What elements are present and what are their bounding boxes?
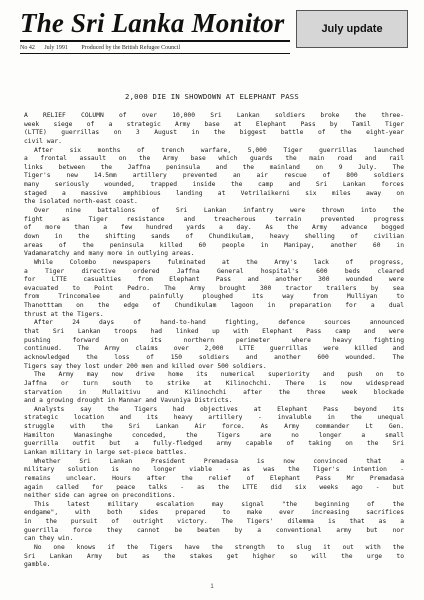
article-line: a Tiger directive ordered Jaffna General hospital's 600 beds cleared [24, 267, 404, 275]
article-line: Sri Lankan Army but as the stakes get higher so will the urge to [24, 552, 404, 560]
article-line: gamble. [24, 561, 51, 569]
article-line: thrust at the Tigers. [24, 310, 104, 318]
article-line: civil war. [24, 137, 62, 145]
article-line: starvation in Mullaitivu and Kilinochchi after the three week blockade [24, 388, 404, 396]
producer-credit: Produced by the British Refugee Council [81, 45, 181, 51]
article-line: Whether Sri Lankan President Premadasa is now convinced that a [34, 457, 404, 465]
article-line: evacuated to Point Pedro. The Army brought 300 tractor trailers by sea [24, 284, 404, 292]
article-line: from Trincomalee and painfully ploughed its way from Mulliyan to [24, 293, 404, 301]
article-line: and a growing drought in Mannar and Vavuniya Districts. [24, 397, 233, 405]
article-line: the isolated north-east coast. [24, 198, 138, 206]
masthead-meta [20, 43, 290, 53]
article-line: that Sri Lankan troops had linked up with Elephant Pass camp and were [24, 328, 404, 336]
article-line: a frontal assault on the Army base which guards the main road and rail [24, 155, 404, 163]
article-line: Hamilton Wanasinghe conceded, the Tigers are no longer a small [24, 431, 404, 439]
article-line: staged a massive amphibious landing at Vetrilaikerni six miles away on [24, 189, 404, 197]
article-line: After 24 days of hand-to-hand fighting, defence sources announced [34, 319, 404, 327]
article-line: can they win. [24, 535, 74, 543]
article-line: neither side can agree on preconditions. [24, 492, 176, 500]
article-line: No one knows if the Tigers have the strength to slug it out with the [34, 544, 404, 552]
article-line: down in the shifting sands of Chundikulam, heavy shelling of civilian [24, 232, 404, 240]
article-line: The Army may now drive home its numerical superiority and push on to [34, 371, 404, 379]
masthead [20, 8, 408, 66]
article-line: in the pursuit of outright victory. The Tigers' dilemma is that as a [24, 518, 404, 526]
article-line: Vadamaratchy and many more in outlying areas. [24, 250, 195, 258]
article-line: links between the Jaffna peninsula and the mainland on 9 July. The [24, 163, 404, 171]
article-line: Thanotttam on the edge of Chundikulam lagoon in preparation for a dual [24, 302, 404, 310]
update-label: July update [321, 23, 383, 35]
issue-number: No 42 [20, 45, 35, 51]
article-line: strategic location and its heavy artillery - invaluble in the unequal [24, 414, 404, 422]
article-line: many seriously wounded, trapped inside the camp and Sri Lankan forces [24, 181, 404, 189]
article-line: again called for peace talks - as the LTTE did six weeks ago - but [24, 483, 404, 491]
article-line: remains unclear. Hours after the relief of Elephant Pass Mr Premadasa [24, 474, 404, 482]
article-line: Tigers say they lost under 200 men and killed over 500 soldiers. [24, 362, 267, 370]
article-line: (LTTE) guerrillas on 3 August in the biggest battle of the eight-year [24, 129, 404, 137]
article-line: acknowledged the loss of 150 soldiers and another 600 wounded. The [24, 353, 404, 361]
article-line: pushing forward on its northern perimeter where heavy fighting [24, 336, 404, 344]
masthead-rule-thin [20, 53, 290, 54]
article-line: Analysts say the Tigers had objectives at Elephant Pass beyond its [34, 405, 404, 413]
article-line: After six months of trench warfare, 5,000 Tiger guerrillas launched [34, 146, 404, 154]
article-line: guerrilla force they cannot be beaten by a conventional army but nor [24, 526, 404, 534]
article-line: Tiger's new 14.5mm artillery prevented an air rescue of 800 soldiers [24, 172, 404, 180]
issue-date: July 1991 [44, 45, 68, 51]
article-line: Lankan military in large set-piece battles. [24, 448, 188, 456]
article-headline: 2,000 DIE IN SHOWDOWN AT ELEPHANT PASS [125, 92, 299, 101]
article-body [24, 112, 404, 570]
article-line: This latest military escalation may signal "the beginning of the [34, 500, 404, 508]
article-line: fight as Tiger resistance and treacherous terrain prevented progress [24, 215, 404, 223]
page-number: 1 [210, 584, 214, 590]
masthead-rule-thick [20, 40, 290, 42]
article-line: Jaffna or turn south to strike at Kilinochchi. There is now widespread [24, 379, 404, 387]
article-line: of more than a few hundred yards a day. As the Army advance bogged [24, 224, 404, 232]
update-label-box [296, 10, 408, 48]
article-line: for LTTE casualties from Elephant Pass and another 300 wounded were [24, 276, 404, 284]
article-line: military solution is no longer viable - as was the Tiger's intention - [24, 466, 404, 474]
article-line: endgame", with both sides prepared to make ever increasing sacrifices [24, 509, 404, 517]
article-line: continued. The Army claims over 2,000 LTTE guerrillas were killed and [24, 345, 404, 353]
article-line: week siege of a strategic Army base at Elephant Pass by Tamil Tiger [24, 120, 404, 128]
article-line: struggle with the Sri Lankan Air force. As Army commander Lt Gen. [24, 423, 404, 431]
article-line: A RELIEF COLUMN of over 10,000 Sri Lankan soldiers broke the three- [24, 112, 404, 119]
article-line: guerrilla outfit but a fully-fledged army capable of taking on the Sri [24, 440, 404, 448]
article-line: areas of the peninsula killed 60 people in Manipay, another 60 in [24, 241, 404, 249]
article-line: Over nine battalions of Sri Lankan infantry were thrown into the [34, 207, 404, 215]
article-line: While Colombo newspapers fulminated at the Army's lack of progress, [34, 258, 404, 266]
publication-title: The Sri Lanka Monitor [20, 8, 285, 38]
